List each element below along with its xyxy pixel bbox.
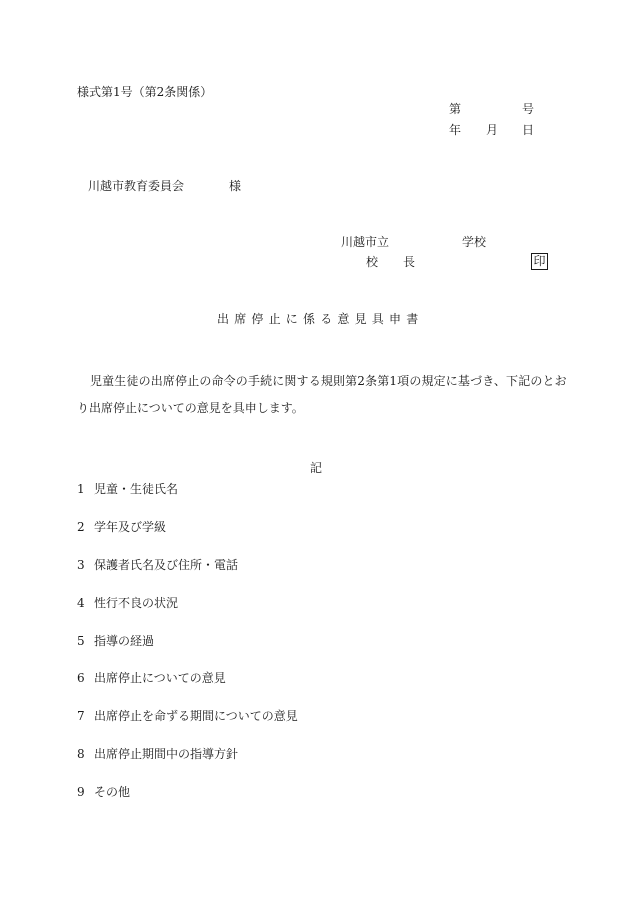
form-label: 様式第1号（第2条関係） [77,85,213,99]
addressee-honorific: 様 [229,179,242,193]
document-number-suffix: 号 [522,102,535,116]
item-number: 4 [77,596,85,610]
list-item [77,483,178,495]
date-day-label: 日 [522,123,535,137]
principal-title-part-2: 長 [403,255,416,269]
school-name-suffix: 学校 [462,235,487,249]
item-number: 1 [77,482,85,496]
list-item [77,786,130,798]
item-label: 児童・生徒氏名 [94,482,179,496]
seal-mark: 印 [531,253,548,270]
list-item [77,521,166,533]
list-item [77,710,298,722]
list-item [77,597,178,609]
item-number: 6 [77,671,85,685]
ki-heading: 記 [310,461,323,475]
list-item [77,635,154,647]
body-text-line-1: 児童生徒の出席停止の命令の手続に関する規則第2条第1項の規定に基づき、下記のとお [90,374,567,388]
item-label: 性行不良の状況 [94,596,179,610]
item-number: 8 [77,747,85,761]
item-number: 9 [77,785,85,799]
date-month-label: 月 [486,123,499,137]
date-year-label: 年 [449,123,462,137]
list-item [77,559,238,571]
item-label: 保護者氏名及び住所・電話 [94,558,239,572]
item-label: 指導の経過 [94,634,155,648]
item-label: 出席停止についての意見 [94,671,226,685]
document-number-prefix: 第 [449,102,462,116]
item-label: 学年及び学級 [94,520,167,534]
list-item [77,672,226,684]
list-item [77,748,238,760]
body-text-line-2: り出席停止についての意見を具申します。 [77,401,304,415]
item-label: その他 [94,785,131,799]
school-name-prefix: 川越市立 [341,235,390,249]
item-number: 7 [77,709,85,723]
item-label: 出席停止期間中の指導方針 [94,747,239,761]
item-number: 2 [77,520,85,534]
principal-title-part-1: 校 [366,255,379,269]
item-label: 出席停止を命ずる期間についての意見 [94,709,298,723]
item-number: 5 [77,634,85,648]
item-number: 3 [77,558,85,572]
addressee-name: 川越市教育委員会 [88,179,185,193]
document-title: 出席停止に係る意見具申書 [217,312,424,326]
